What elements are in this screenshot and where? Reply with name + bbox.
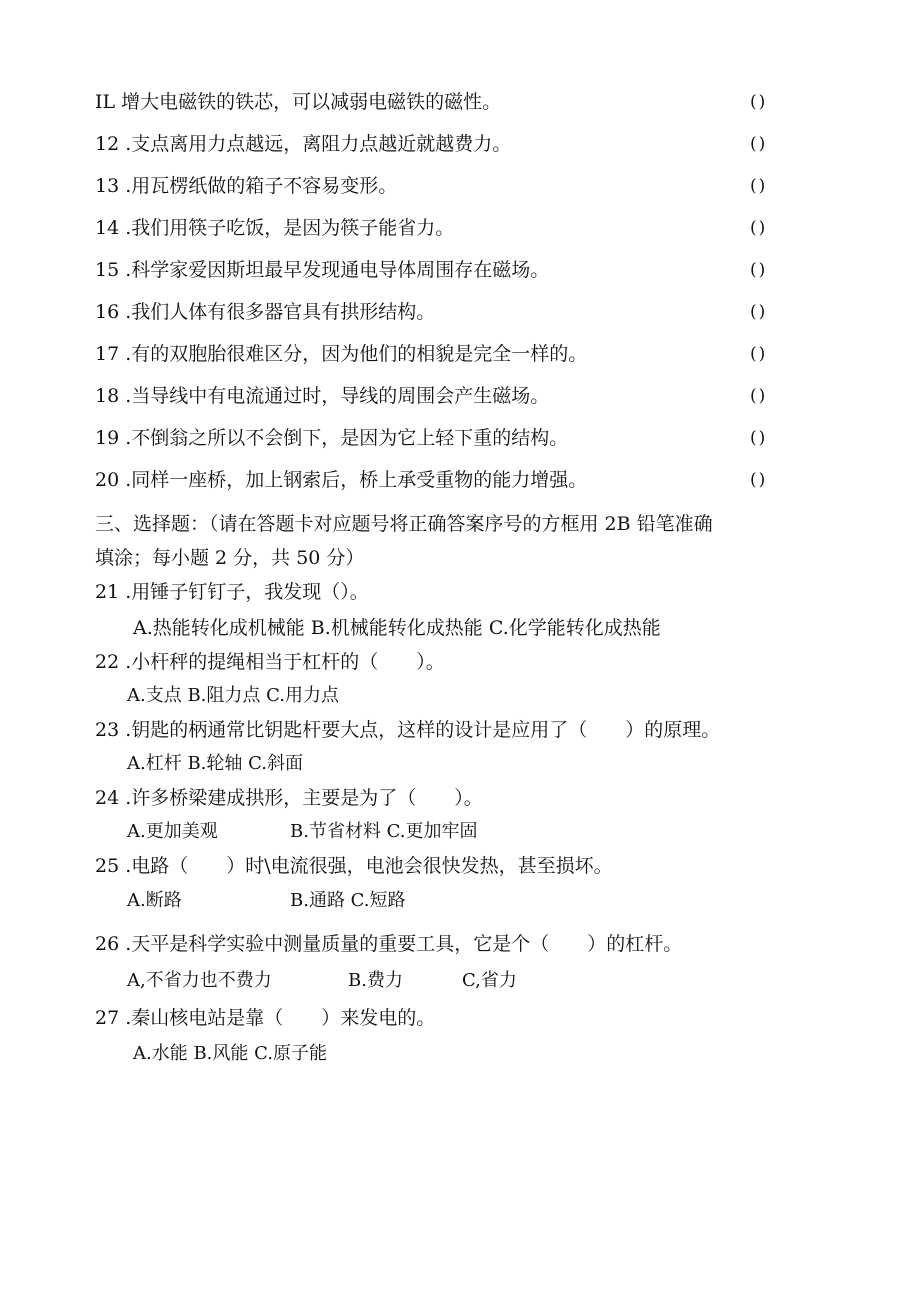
- options-26-b: B.费力: [348, 970, 403, 991]
- answer-blank[interactable]: (): [750, 260, 768, 280]
- options-26-c: C,省力: [462, 970, 517, 991]
- options-24-bc: B.节省材料 C.更加牢固: [290, 821, 478, 842]
- answer-blank[interactable]: (): [750, 470, 768, 490]
- tf-item-13: 13 .用瓦楞纸做的箱子不容易变形。: [95, 175, 398, 197]
- answer-blank[interactable]: (): [750, 218, 768, 238]
- tf-item-16: 16 .我们人体有很多器官具有拱形结构。: [95, 301, 436, 323]
- answer-blank[interactable]: (): [750, 428, 768, 448]
- answer-blank[interactable]: (): [750, 92, 768, 112]
- question-27: 27 .秦山核电站是靠（ ）来发电的。: [95, 1007, 436, 1029]
- options-25-a: A.断路: [127, 890, 182, 911]
- tf-item-14: 14 .我们用筷子吃饭，是因为筷子能省力。: [95, 217, 455, 239]
- question-24: 24 .许多桥梁建成拱形，主要是为了（ ）。: [95, 787, 483, 809]
- options-24-a: A.更加美观: [127, 821, 218, 842]
- answer-blank[interactable]: (): [750, 134, 768, 154]
- section-heading-cont: 填涂；每小题 2 分，共 50 分）: [95, 547, 365, 569]
- question-22: 22 .小杆秤的提绳相当于杠杆的（ ）。: [95, 651, 445, 673]
- options-23: A.杠杆 B.轮轴 C.斜面: [127, 753, 303, 774]
- question-25: 25 .电路（ ）时\电流很强，电池会很快发热，甚至损坏。: [95, 855, 613, 877]
- options-21: A.热能转化成机械能 B.机械能转化成热能 C.化学能转化成热能: [133, 617, 661, 639]
- options-25-bc: B.通路 C.短路: [290, 890, 406, 911]
- answer-blank[interactable]: (): [750, 344, 768, 364]
- answer-blank[interactable]: (): [750, 302, 768, 322]
- tf-item-17: 17 .有的双胞胎很难区分，因为他们的相貌是完全一样的。: [95, 343, 588, 365]
- tf-item-20: 20 .同样一座桥，加上钢索后，桥上承受重物的能力增强。: [95, 469, 588, 491]
- options-27: A.水能 B.风能 C.原子能: [133, 1043, 327, 1064]
- options-26-a: A,不省力也不费力: [127, 970, 272, 991]
- question-23: 23 .钥匙的柄通常比钥匙杆要大点，这样的设计是应用了（ ）的原理。: [95, 719, 721, 741]
- answer-blank[interactable]: (): [750, 176, 768, 196]
- options-22: A.支点 B.阻力点 C.用力点: [127, 685, 339, 706]
- section-heading: 三、选择题：（请在答题卡对应题号将正确答案序号的方框用 2B 铅笔准确: [95, 513, 713, 535]
- tf-item-19: 19 .不倒翁之所以不会倒下，是因为它上轻下重的结构。: [95, 427, 569, 449]
- tf-item-15: 15 .科学家爱因斯坦最早发现通电导体周围存在磁场。: [95, 259, 550, 281]
- answer-blank[interactable]: (): [750, 386, 768, 406]
- question-26: 26 .天平是科学实验中测量质量的重要工具，它是个（ ）的杠杆。: [95, 933, 683, 955]
- tf-item-18: 18 .当导线中有电流通过时，导线的周围会产生磁场。: [95, 385, 550, 407]
- tf-item-11: IL 增大电磁铁的铁芯，可以减弱电磁铁的磁性。: [95, 91, 502, 113]
- question-21: 21 .用锤子钉钉子，我发现（）。: [95, 581, 369, 603]
- tf-item-12: 12 .支点离用力点越远，离阻力点越近就越费力。: [95, 133, 512, 155]
